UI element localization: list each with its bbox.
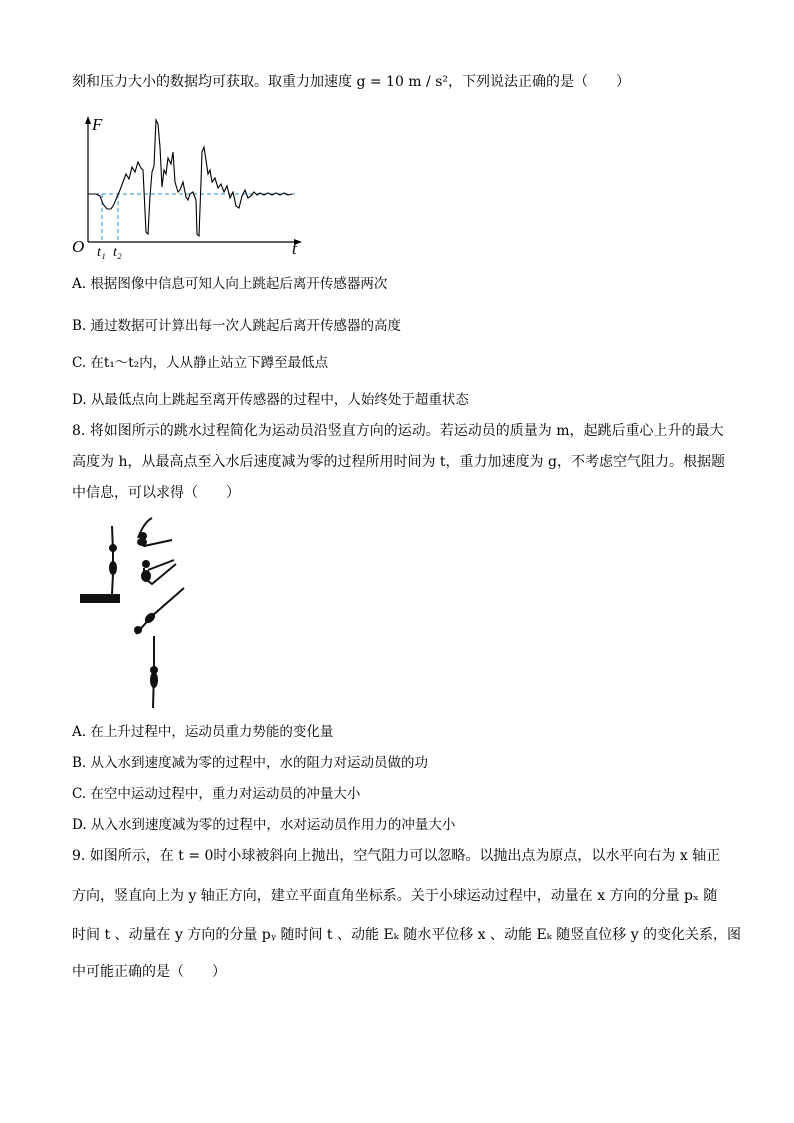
diver-illustration — [80, 512, 200, 712]
q7-option-a[interactable]: A. 根据图像中信息可知人向上跳起后离开传感器两次 — [72, 276, 388, 292]
q9-stem-line-1: 9. 如图所示，在 t = 0时小球被斜向上抛出，空气阻力可以忽略。以抛出点为原点，以水平向右为 x 轴正 — [72, 848, 721, 864]
y-axis-arrow — [85, 116, 91, 124]
q7-stem-line: 刻和压力大小的数据均可获取。取重力加速度 g = 10 m / s²，下列说法正确的是（ ） — [72, 74, 630, 90]
q8-stem-line-3: 中信息，可以求得（ ） — [72, 485, 240, 501]
q7-option-d[interactable]: D. 从最低点向上跳起至离开传感器的过程中，人始终处于超重状态 — [72, 392, 469, 408]
diving-platform — [80, 594, 120, 603]
t1-label: t₁ — [97, 245, 106, 260]
q7-option-c[interactable]: C. 在t₁～t₂内，人从静止站立下蹲至最低点 — [72, 355, 329, 371]
q9-stem-line-2: 方向，竖直向上为 y 轴正方向，建立平面直角坐标系。关于小球运动过程中，动量在 x 方向的分量 pₓ 随 — [72, 888, 718, 904]
q8-option-d[interactable]: D. 从入水到速度减为零的过程中，水对运动员作用力的冲量大小 — [72, 817, 456, 833]
q9-stem-line-3: 时间 t 、动量在 y 方向的分量 pᵧ 随时间 t 、动能 Eₖ 随水平位移 x 、动能 Eₖ 随竖直位移 y 的变化关系，图 — [72, 927, 742, 943]
q7-option-b[interactable]: B. 通过数据可计算出每一次人跳起后离开传感器的高度 — [72, 318, 402, 334]
origin-label: O — [72, 237, 85, 256]
x-axis-label: t — [292, 239, 297, 258]
q8-option-a[interactable]: A. 在上升过程中，运动员重力势能的变化量 — [72, 724, 334, 740]
force-time-graph — [70, 112, 310, 260]
diver-falling — [135, 588, 184, 634]
diver-standing — [110, 526, 116, 594]
q8-stem-line-2: 高度为 h，从最高点至入水后速度减为零的过程所用时间为 t，重力加速度为 g，不考虑空气阻力。根据题 — [72, 454, 725, 470]
q8-stem-line-1: 8. 将如图所示的跳水过程简化为运动员沿竖直方向的运动。若运动员的质量为 m，起跳后重心上升的最大 — [72, 423, 724, 439]
force-curve — [88, 120, 292, 236]
q8-option-b[interactable]: B. 从入水到速度减为零的过程中，水的阻力对运动员做的功 — [72, 755, 429, 771]
t2-label: t₂ — [113, 245, 122, 260]
diver-pike-mid — [142, 560, 176, 584]
q9-stem-line-4: 中可能正确的是（ ） — [72, 964, 226, 980]
diver-pike-top — [138, 518, 172, 546]
diver-entering-water — [151, 636, 157, 708]
y-axis-label: F — [92, 115, 103, 134]
q8-option-c[interactable]: C. 在空中运动过程中，重力对运动员的冲量大小 — [72, 786, 361, 802]
